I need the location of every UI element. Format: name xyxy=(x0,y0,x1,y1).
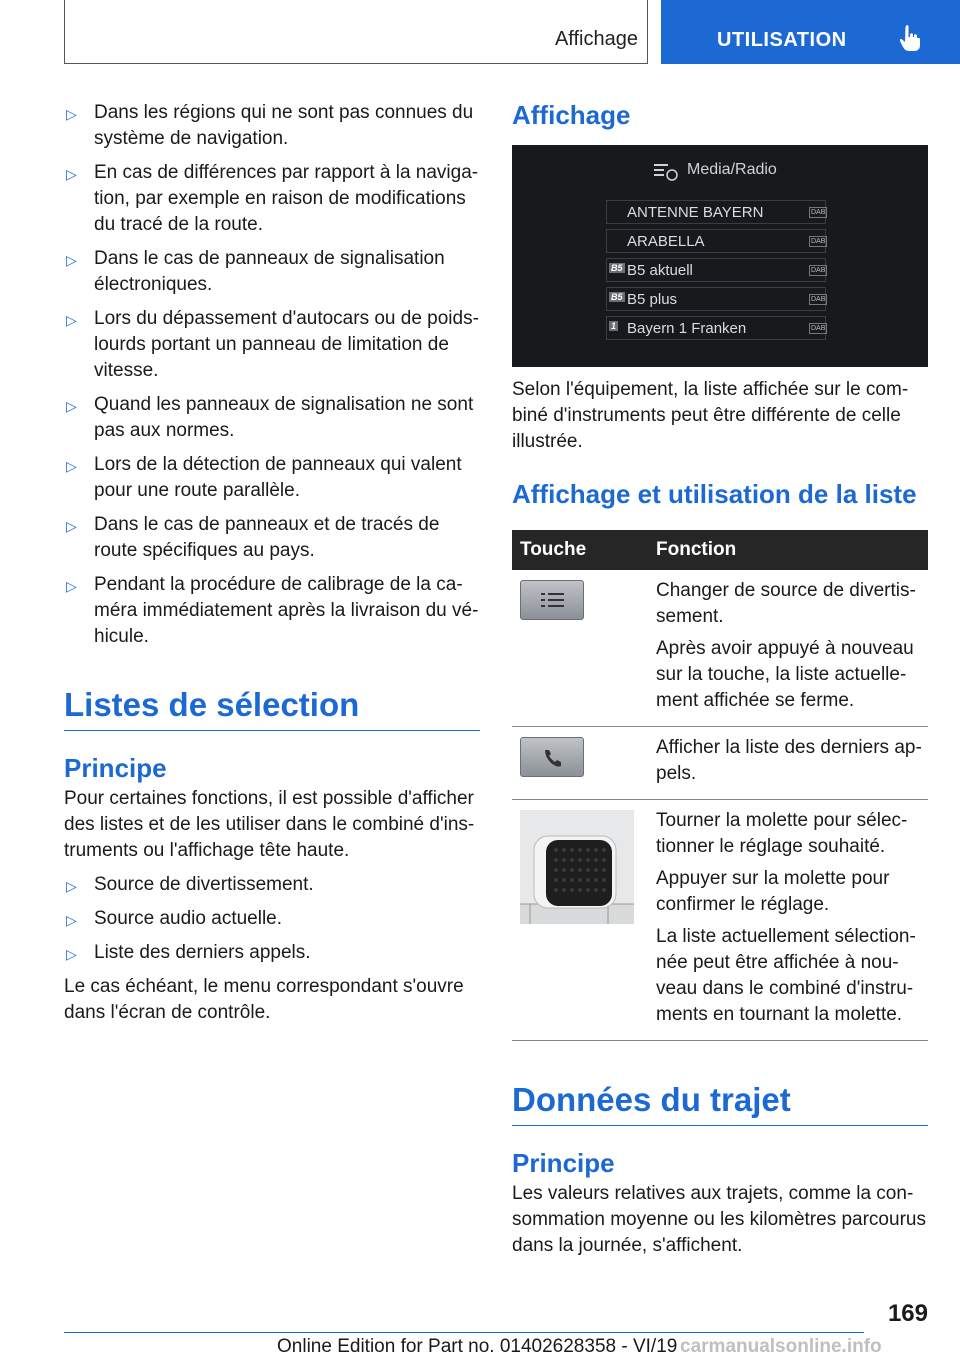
table-cell-text: La liste actuellement sélectionnée peut être affichée à nouveau dans le combiné d'instruments en tournant la molette. xyxy=(656,926,916,1025)
list-item: ▷ Pendant la procédure de calibrage de la caméra immédiatement après la livraison du véhicule. xyxy=(66,574,479,647)
page-number: 169 xyxy=(887,1300,928,1327)
triangle-bullet-icon: ▷ xyxy=(66,398,77,414)
table-row xyxy=(512,800,928,1041)
limitations-list xyxy=(64,100,480,650)
station-logo: B5 xyxy=(611,263,623,273)
header-tab xyxy=(661,0,960,64)
station-row: ANTENNE BAYERN DAB xyxy=(606,200,826,224)
station-row: B5 B5 aktuell DAB xyxy=(606,258,826,282)
thumbwheel-icon xyxy=(520,810,634,924)
triangle-bullet-icon: ▷ xyxy=(66,106,77,122)
media-radio-screen-image xyxy=(512,145,928,367)
outro-paragraph: Le cas échéant, le menu correspondant s'ouvre dans l'écran de contrôle. xyxy=(64,976,464,1023)
phone-button-icon xyxy=(520,737,584,777)
trajet-paragraph: Les valeurs relatives aux trajets, comme la consommation moyenne ou les kilomètres parcourus dans la journée, s'affichent. xyxy=(512,1183,926,1256)
list-types-list xyxy=(64,872,480,966)
table-row xyxy=(512,727,928,800)
table-cell-text: Appuyer sur la molette pour confirmer le réglage. xyxy=(656,868,890,915)
table-cell-text: Après avoir appuyé à nouveau sur la touche, la liste actuellement affichée se ferme. xyxy=(656,638,914,711)
list-item: ▷ Quand les panneaux de signalisation ne sont pas aux normes. xyxy=(66,394,474,441)
heading-principe-trajet: Principe xyxy=(512,1148,615,1178)
triangle-bullet-icon: ▷ xyxy=(66,312,77,328)
triangle-bullet-icon: ▷ xyxy=(66,946,77,962)
list-item: ▷ Source de divertissement. xyxy=(64,872,480,898)
watermark: carmanualsonline.info xyxy=(680,1336,882,1357)
footer-divider xyxy=(64,1332,864,1333)
heading-affichage-utilisation-liste: Affichage et utilisation de la liste xyxy=(512,479,917,509)
table-cell-text: Afficher la liste des derniers appels. xyxy=(656,737,922,784)
heading-affichage: Affichage xyxy=(512,100,631,130)
list-item: ▷ Dans le cas de panneaux de signalisation électroniques. xyxy=(66,248,445,295)
list-item: ▷ Dans les régions qui ne sont pas connues du système de navigation. xyxy=(66,102,474,149)
station-logo: 1 xyxy=(611,321,617,331)
screen-title: Media/Radio xyxy=(687,161,777,178)
heading-listes-de-selection: Listes de sélection xyxy=(64,686,480,731)
list-item: ▷ Dans le cas de panneaux et de tracés de route spécifiques au pays. xyxy=(66,514,440,561)
triangle-bullet-icon: ▷ xyxy=(66,458,77,474)
controls-table xyxy=(512,530,928,1041)
triangle-bullet-icon: ▷ xyxy=(66,252,77,268)
left-column xyxy=(64,100,480,1034)
table-header-touche: Touche xyxy=(512,530,648,570)
header-tab-label: UTILISATION xyxy=(717,29,847,51)
table-header-fonction: Fonction xyxy=(648,530,928,570)
station-logo: B5 xyxy=(611,292,623,302)
right-column xyxy=(512,100,928,1267)
hand-pointer-icon xyxy=(899,24,921,52)
heading-donnees-du-trajet: Données du trajet xyxy=(512,1081,928,1126)
table-cell-text: Changer de source de divertissement. xyxy=(656,580,916,627)
list-item: ▷ Liste des derniers appels. xyxy=(64,940,480,966)
table-cell-text: Tourner la molette pour sélectionner le réglage souhaité. xyxy=(656,810,908,857)
triangle-bullet-icon: ▷ xyxy=(66,166,77,182)
triangle-bullet-icon: ▷ xyxy=(66,878,77,894)
station-row: ARABELLA DAB xyxy=(606,229,826,253)
list-button-icon xyxy=(520,580,584,620)
intro-paragraph: Pour certaines fonctions, il est possible d'afficher des listes et de les utiliser dans le combiné d'instruments ou l'affichage tête haute. xyxy=(64,788,475,861)
table-row xyxy=(512,570,928,727)
triangle-bullet-icon: ▷ xyxy=(66,912,77,928)
list-item: ▷ En cas de différences par rapport à la navigation, par exemple en raison de modifications du tracé de la route. xyxy=(66,162,479,235)
media-note-icon xyxy=(652,160,680,182)
edition-text: Online Edition for Part no. 01402628358 - VI/19 xyxy=(277,1336,678,1357)
list-item: ▷ Source audio actuelle. xyxy=(64,906,480,932)
image-caption: Selon l'équipement, la liste affichée sur le combiné d'instruments peut être différente de celle illustrée. xyxy=(512,379,909,452)
triangle-bullet-icon: ▷ xyxy=(66,578,77,594)
list-item: ▷ Lors du dépassement d'autocars ou de poids-lourds portant un panneau de limitation de vitesse. xyxy=(66,308,479,381)
station-row: 1 Bayern 1 Franken DAB xyxy=(606,316,826,340)
station-row: B5 B5 plus DAB xyxy=(606,287,826,311)
header-section-title: Affichage xyxy=(554,28,638,50)
triangle-bullet-icon: ▷ xyxy=(66,518,77,534)
list-item: ▷ Lors de la détection de panneaux qui valent pour une route parallèle. xyxy=(66,454,462,501)
heading-principe: Principe xyxy=(64,753,167,783)
